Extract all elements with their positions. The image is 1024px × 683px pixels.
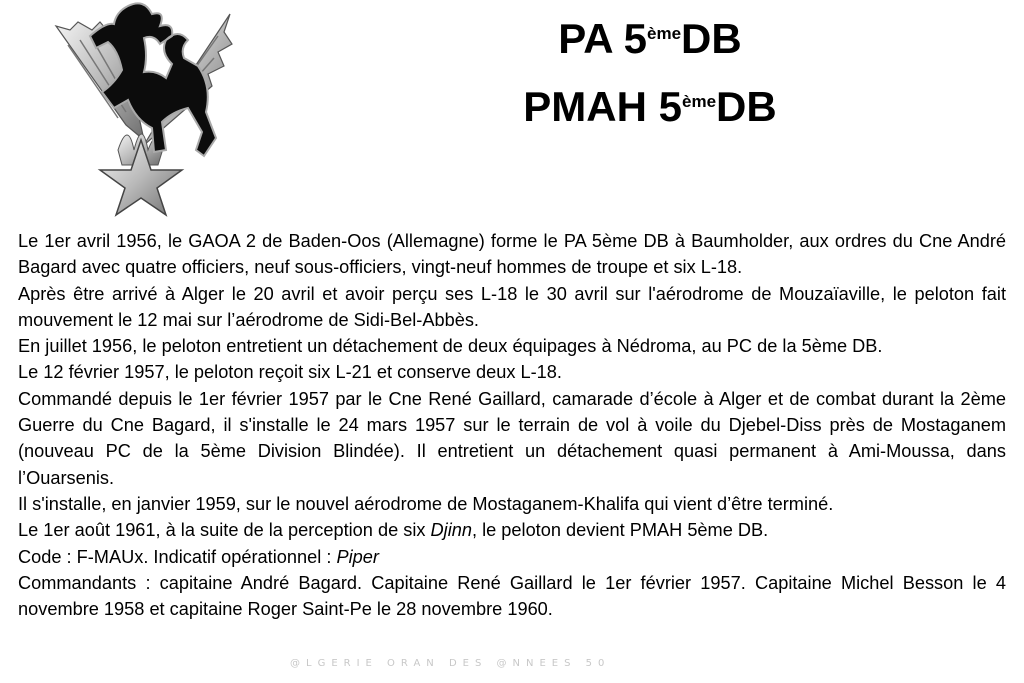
paragraph-formation: Le 1er avril 1956, le GAOA 2 de Baden-Oos (Allemagne) forme le PA 5ème DB à Baumholder, aux ordres du Cne André Bagard avec quatre officiers, neuf sous-officiers, vingt-neuf hommes de troupe et six L-18. [18, 231, 1006, 278]
paragraph-code: Code : F-MAUx. Indicatif opérationnel : Piper [18, 546, 379, 567]
page-subtitle: PMAH 5èmeDB [523, 83, 777, 130]
paragraph-nedroma: En juillet 1956, le peloton entretient un détachement de deux équipages à Nédroma, au PC de la 5ème DB. [18, 336, 883, 357]
paragraph-l21: Le 12 février 1957, le peloton reçoit six L-21 et conserve deux L-18. [18, 362, 562, 383]
winged-horse-star-insignia-icon [48, 0, 234, 218]
page-title: PA 5èmeDB [558, 15, 742, 62]
watermark: @LGERIE ORAN DES @NNEES 50 [290, 658, 611, 669]
history-text [18, 228, 1006, 622]
paragraph-djinn: Le 1er août 1961, à la suite de la perception de six Djinn, le peloton devient PMAH 5ème DB. [18, 520, 769, 541]
paragraph-gaillard: Commandé depuis le 1er février 1957 par le Cne René Gaillard, camarade d’école à Alger et de combat durant la 2ème Guerre du Cne Bagard, il s'installe le 24 mars 1957 sur le terrain de vol à voile du Djebel-Diss près de Mostaganem (nouveau PC de la 5ème Division Blindée). Il entretient un détachement quasi permanent à Ami-Moussa, dans l’Ouarsenis. [18, 388, 1006, 488]
paragraph-algiers: Après être arrivé à Alger le 20 avril et avoir perçu ses L-18 le 30 avril sur l'aérodrome de Mouzaïaville, le peloton fait mouvement le 12 mai sur l’aérodrome de Sidi-Bel-Abbès. [18, 283, 1006, 330]
paragraph-khalifa: Il s'installe, en janvier 1959, sur le nouvel aérodrome de Mostaganem-Khalifa qui vient d’être terminé. [18, 493, 834, 514]
paragraph-commandants: Commandants : capitaine André Bagard. Capitaine René Gaillard le 1er février 1957. Capitaine Michel Besson le 4 novembre 1958 et capitaine Roger Saint-Pe le 28 novembre 1960. [18, 572, 1006, 620]
